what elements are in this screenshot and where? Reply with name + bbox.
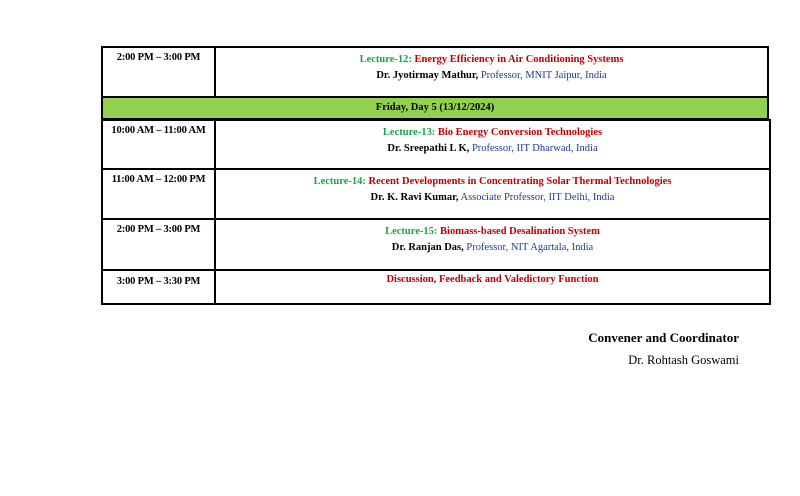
speaker-affiliation: Associate Professor, IIT Delhi, India <box>460 192 615 203</box>
speaker-affiliation: Professor, IIT Dharwad, India <box>471 143 598 154</box>
lecture-title: Biomass-based Desalination System <box>440 226 600 237</box>
speaker-affiliation: Professor, MNIT Jaipur, India <box>480 70 607 81</box>
session-content <box>216 121 769 168</box>
schedule-row <box>101 218 771 271</box>
lecture-number: Lecture-13: <box>382 127 436 138</box>
session-content <box>216 271 769 303</box>
session-content <box>216 48 767 96</box>
closing-title: Discussion, Feedback and Valedictory Function <box>386 274 599 285</box>
session-time: 11:00 AM – 12:00 PM <box>103 170 216 218</box>
session-time: 2:00 PM – 3:00 PM <box>103 220 216 269</box>
schedule-row <box>101 269 771 305</box>
session-time: 10:00 AM – 11:00 AM <box>103 121 216 168</box>
schedule-row <box>101 168 771 220</box>
lecture-number: Lecture-15: <box>385 226 438 237</box>
speaker-affiliation: Professor, NIT Agartala, India <box>466 242 594 253</box>
lecture-title: Bio Energy Conversion Technologies <box>437 127 603 138</box>
convener-name: Dr. Rohtash Goswami <box>628 353 739 367</box>
session-time: 3:00 PM – 3:30 PM <box>103 271 216 303</box>
speaker-name: Dr. Sreepathi L K, <box>387 143 470 154</box>
lecture-title: Energy Efficiency in Air Conditioning Systems <box>414 54 624 65</box>
speaker-name: Dr. K. Ravi Kumar, <box>370 192 459 203</box>
session-content <box>216 170 769 218</box>
speaker-name: Dr. Ranjan Das, <box>391 242 464 253</box>
day-header: Friday, Day 5 (13/12/2024) <box>101 96 769 120</box>
lecture-number: Lecture-12: <box>359 54 412 65</box>
speaker-name: Dr. Jyotirmay Mathur, <box>376 70 479 81</box>
lecture-number: Lecture-14: <box>313 176 366 187</box>
schedule-row <box>101 46 769 98</box>
session-content <box>216 220 769 269</box>
convener-role: Convener and Coordinator <box>588 330 739 345</box>
schedule-row <box>101 119 771 170</box>
lecture-title: Recent Developments in Concentrating Solar Thermal Technologies <box>368 176 672 187</box>
session-time: 2:00 PM – 3:00 PM <box>103 48 216 96</box>
